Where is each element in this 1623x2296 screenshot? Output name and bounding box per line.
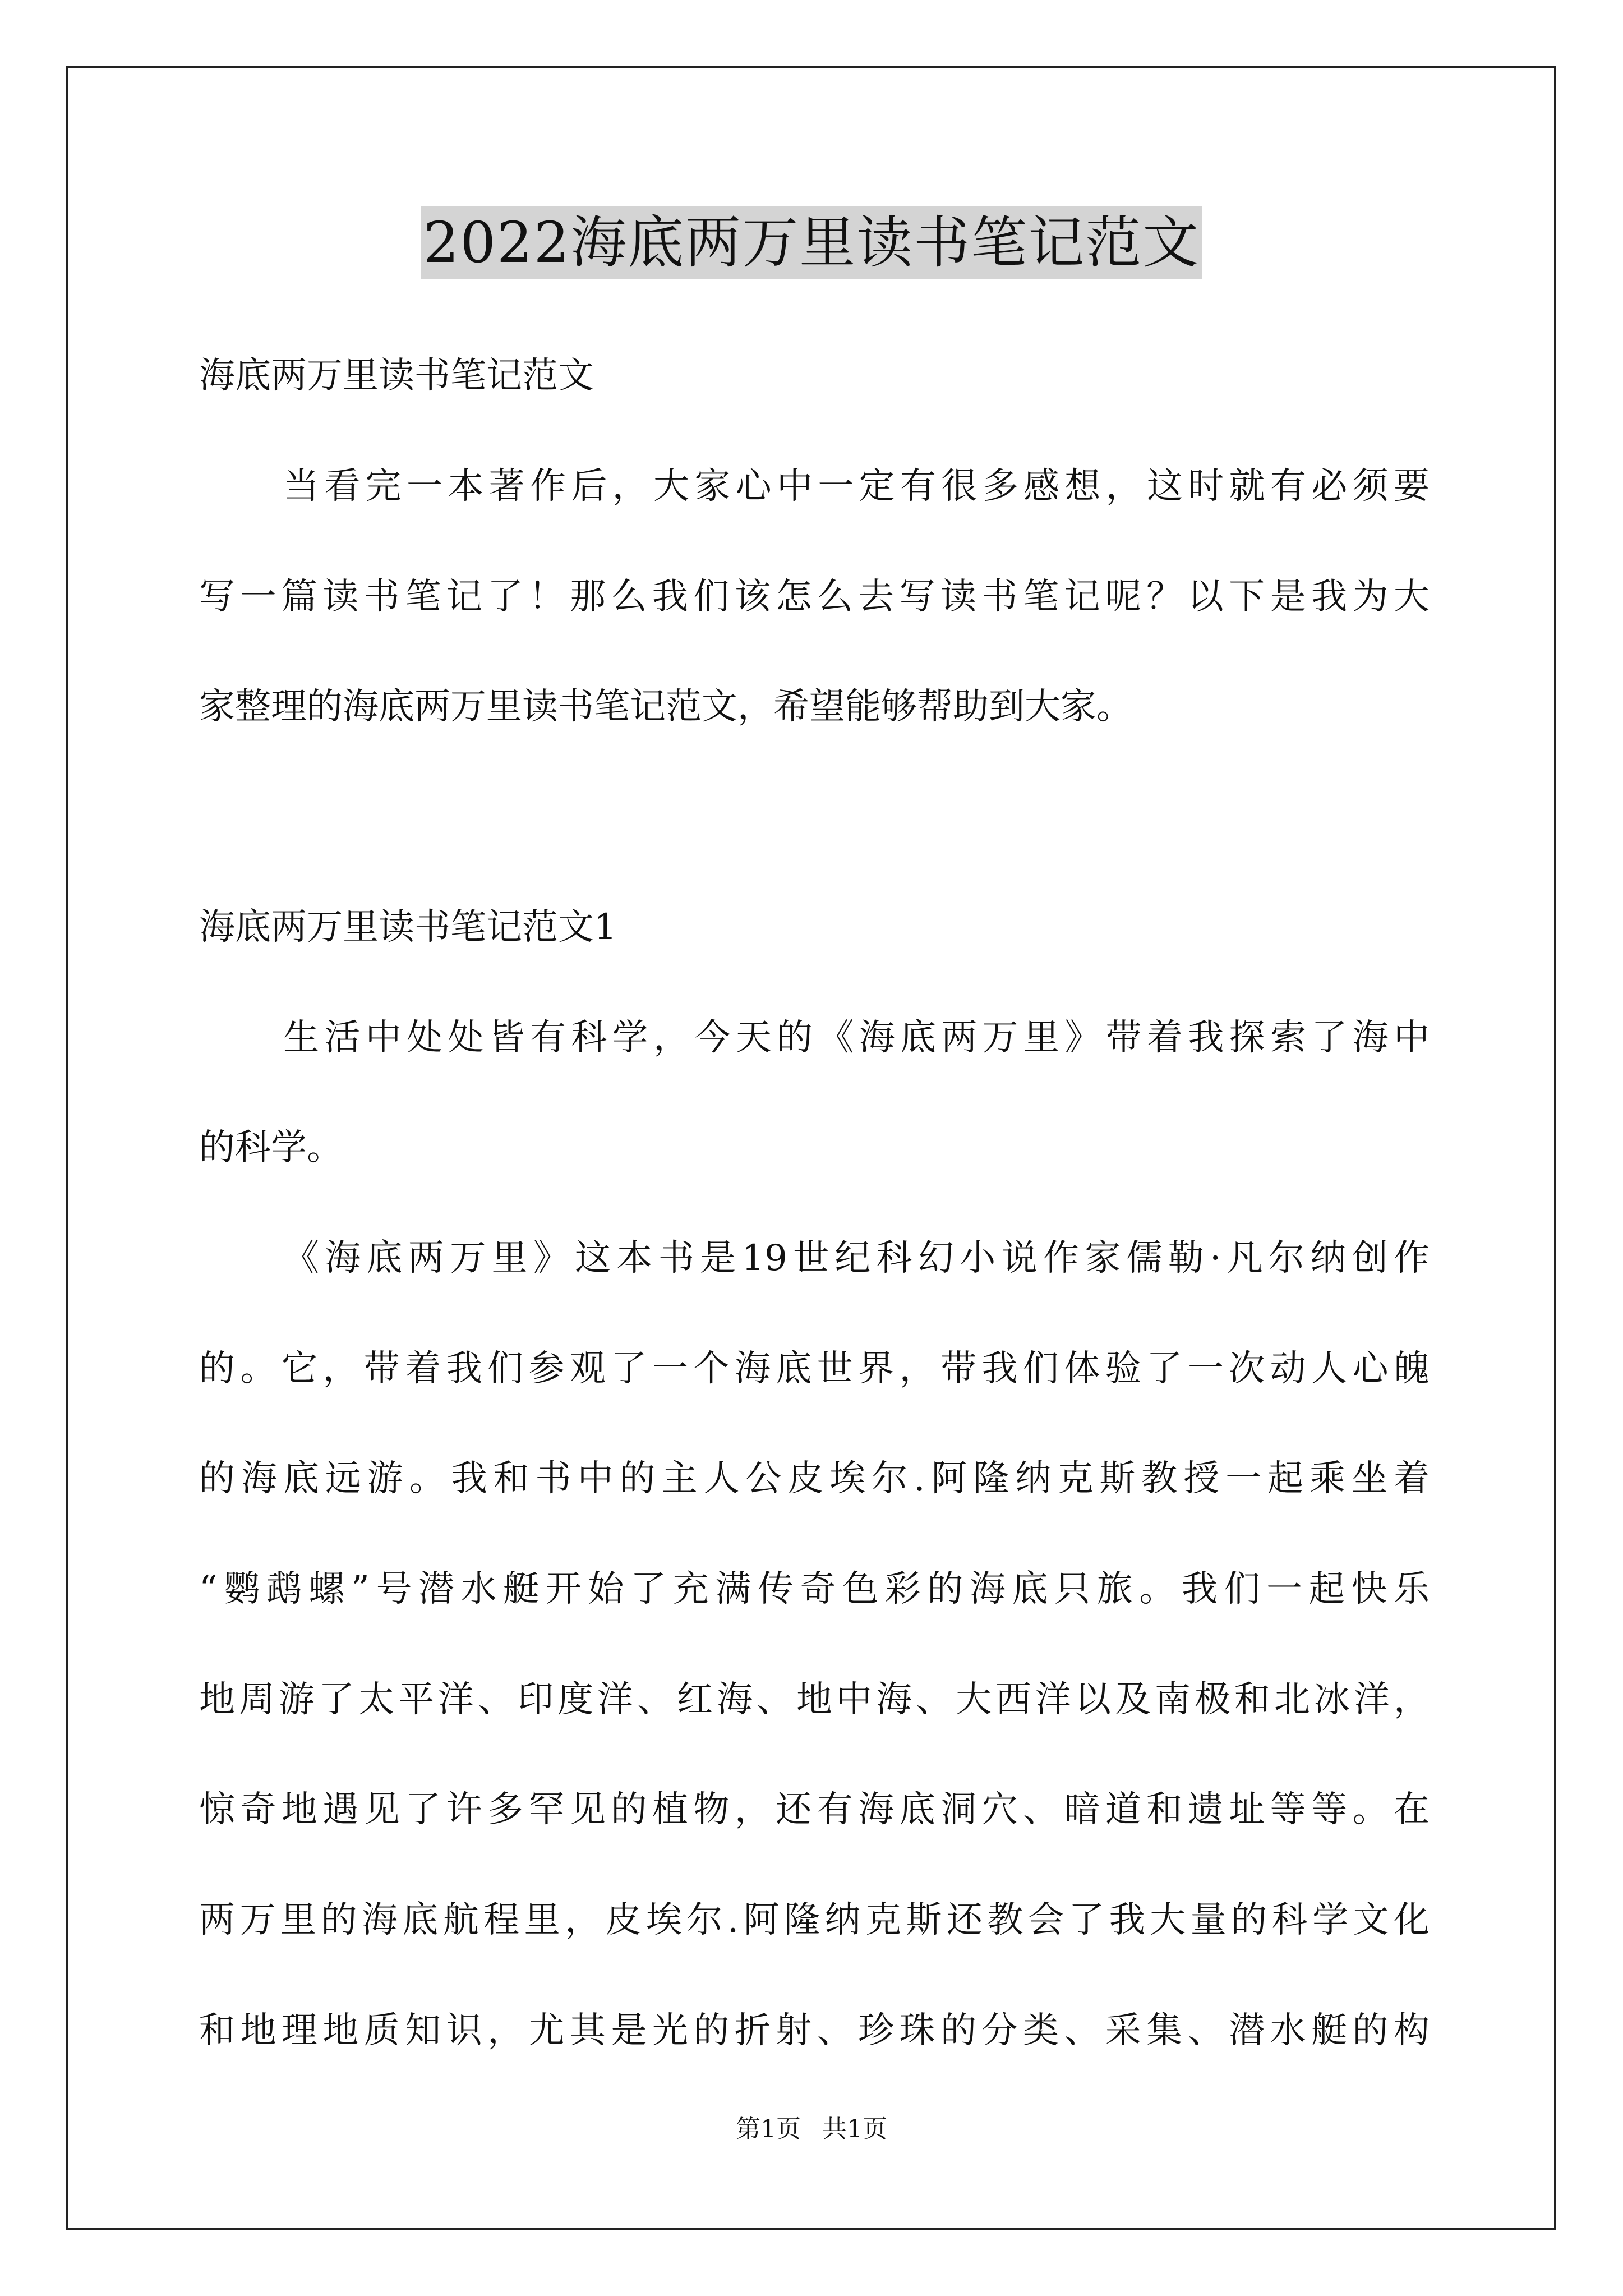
page-footer [0,2114,1623,2145]
para2-line-1: 《海底两万里》这本书是19世纪科幻小说作家儒勒·凡尔纳创作 [283,1237,1430,1279]
para2-line-5: 地周游了太平洋、印度洋、红海、地中海、大西洋以及南极和北冰洋， [199,1679,1430,1720]
para2-line-6: 惊奇地遇见了许多罕见的植物，还有海底洞穴、暗道和遗址等等。在 [199,1789,1430,1830]
para1-line-2: 的科学。 [199,1127,343,1168]
page-number: 第1页 [736,2115,801,2143]
para2-line-4: “鹦鹉螺”号潜水艇开始了充满传奇色彩的海底只旅。我们一起快乐 [199,1568,1430,1610]
para2-line-2: 的。它，带着我们参观了一个海底世界，带我们体验了一次动人心魄 [199,1348,1430,1389]
para2-line-8: 和地理地质知识，尤其是光的折射、珍珠的分类、采集、潜水艇的构 [199,2010,1430,2051]
document-title: 2022海底两万里读书笔记范文 [421,206,1202,279]
para1-line-1: 生活中处处皆有科学，今天的《海底两万里》带着我探索了海中 [283,1017,1430,1059]
section-heading: 海底两万里读书笔记范文1 [199,907,617,948]
intro-line-2: 写一篇读书笔记了！那么我们该怎么去写读书笔记呢？以下是我为大 [199,576,1430,618]
title-container [0,206,1623,279]
para2-line-3: 的海底远游。我和书中的主人公皮埃尔.阿隆纳克斯教授一起乘坐着 [199,1458,1430,1499]
page-total: 共1页 [822,2115,887,2143]
para2-line-7: 两万里的海底航程里，皮埃尔.阿隆纳克斯还教会了我大量的科学文化 [199,1899,1430,1941]
intro-line-1: 当看完一本著作后，大家心中一定有很多感想，这时就有必须要 [283,466,1430,507]
document-subtitle: 海底两万里读书笔记范文 [199,355,594,397]
intro-line-3: 家整理的海底两万里读书笔记范文，希望能够帮助到大家。 [199,686,1132,728]
